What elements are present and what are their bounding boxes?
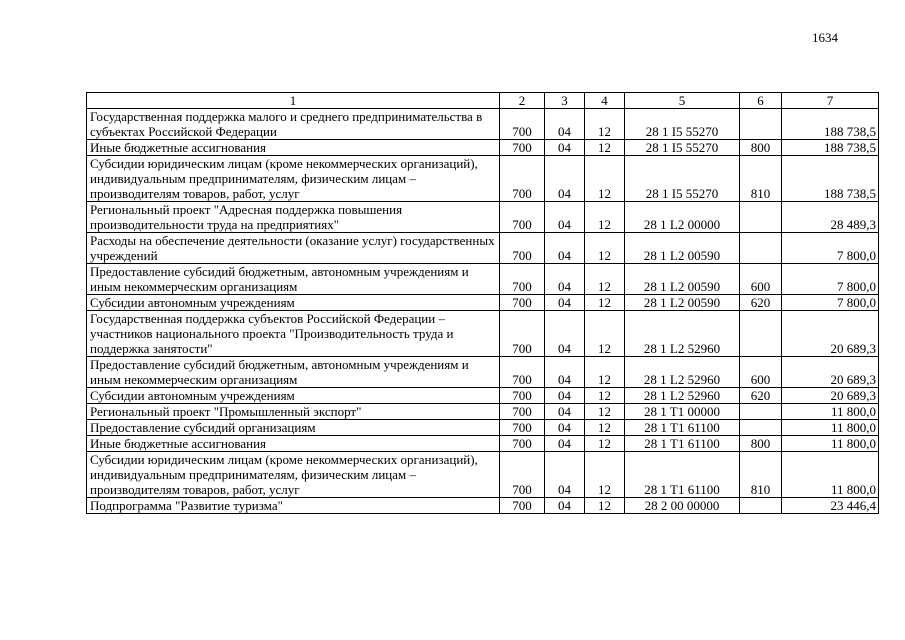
- amount-cell: 20 689,3: [782, 311, 879, 357]
- section-code-cell: 04: [545, 357, 585, 388]
- table-row: [87, 420, 879, 436]
- subsection-code-cell: 12: [585, 264, 625, 295]
- table-header-row: [87, 93, 879, 109]
- expense-type-cell: [740, 420, 782, 436]
- expense-type-cell: [740, 202, 782, 233]
- ministry-code-cell: 700: [500, 498, 545, 514]
- section-code-cell: 04: [545, 156, 585, 202]
- column-header: 3: [545, 93, 585, 109]
- section-code-cell: 04: [545, 420, 585, 436]
- expense-name-cell: Региональный проект "Адресная поддержка повышения производительности труда на предприятиях": [87, 202, 500, 233]
- section-code-cell: 04: [545, 311, 585, 357]
- section-code-cell: 04: [545, 498, 585, 514]
- expense-type-cell: 800: [740, 140, 782, 156]
- amount-cell: 11 800,0: [782, 420, 879, 436]
- amount-cell: 11 800,0: [782, 404, 879, 420]
- section-code-cell: 04: [545, 264, 585, 295]
- column-header: 1: [87, 93, 500, 109]
- subsection-code-cell: 12: [585, 311, 625, 357]
- table-row: [87, 357, 879, 388]
- subsection-code-cell: 12: [585, 498, 625, 514]
- amount-cell: 20 689,3: [782, 357, 879, 388]
- target-article-cell: 28 1 L2 00000: [625, 202, 740, 233]
- table-row: [87, 233, 879, 264]
- ministry-code-cell: 700: [500, 109, 545, 140]
- target-article-cell: 28 1 L2 00590: [625, 233, 740, 264]
- section-code-cell: 04: [545, 109, 585, 140]
- target-article-cell: 28 1 L2 00590: [625, 295, 740, 311]
- subsection-code-cell: 12: [585, 404, 625, 420]
- subsection-code-cell: 12: [585, 436, 625, 452]
- target-article-cell: 28 1 I5 55270: [625, 156, 740, 202]
- subsection-code-cell: 12: [585, 156, 625, 202]
- ministry-code-cell: 700: [500, 156, 545, 202]
- amount-cell: 11 800,0: [782, 436, 879, 452]
- target-article-cell: 28 1 T1 61100: [625, 436, 740, 452]
- subsection-code-cell: 12: [585, 140, 625, 156]
- ministry-code-cell: 700: [500, 420, 545, 436]
- section-code-cell: 04: [545, 436, 585, 452]
- ministry-code-cell: 700: [500, 233, 545, 264]
- expense-name-cell: Предоставление субсидий организациям: [87, 420, 500, 436]
- column-header: 6: [740, 93, 782, 109]
- ministry-code-cell: 700: [500, 436, 545, 452]
- amount-cell: 23 446,4: [782, 498, 879, 514]
- target-article-cell: 28 1 L2 52960: [625, 311, 740, 357]
- section-code-cell: 04: [545, 404, 585, 420]
- target-article-cell: 28 1 L2 52960: [625, 388, 740, 404]
- section-code-cell: 04: [545, 140, 585, 156]
- expense-name-cell: Субсидии юридическим лицам (кроме некоммерческих организаций), индивидуальным предпринимателям, физическим лицам – производителям товаров, работ, услуг: [87, 452, 500, 498]
- section-code-cell: 04: [545, 295, 585, 311]
- subsection-code-cell: 12: [585, 420, 625, 436]
- expense-name-cell: Предоставление субсидий бюджетным, автономным учреждениям и иным некоммерческим организациям: [87, 357, 500, 388]
- expense-type-cell: [740, 233, 782, 264]
- section-code-cell: 04: [545, 388, 585, 404]
- amount-cell: 7 800,0: [782, 264, 879, 295]
- table-row: [87, 498, 879, 514]
- column-header: 4: [585, 93, 625, 109]
- expense-type-cell: 600: [740, 357, 782, 388]
- subsection-code-cell: 12: [585, 452, 625, 498]
- expense-name-cell: Субсидии юридическим лицам (кроме некоммерческих организаций), индивидуальным предпринимателям, физическим лицам – производителям товаров, работ, услуг: [87, 156, 500, 202]
- table-row: [87, 311, 879, 357]
- column-header: 5: [625, 93, 740, 109]
- expense-type-cell: 810: [740, 452, 782, 498]
- table-row: [87, 202, 879, 233]
- amount-cell: 188 738,5: [782, 109, 879, 140]
- ministry-code-cell: 700: [500, 452, 545, 498]
- expense-name-cell: Государственная поддержка малого и среднего предпринимательства в субъектах Российской Федерации: [87, 109, 500, 140]
- table-row: [87, 140, 879, 156]
- expense-name-cell: Иные бюджетные ассигнования: [87, 140, 500, 156]
- expense-name-cell: Расходы на обеспечение деятельности (оказание услуг) государственных учреждений: [87, 233, 500, 264]
- section-code-cell: 04: [545, 452, 585, 498]
- ministry-code-cell: 700: [500, 311, 545, 357]
- target-article-cell: 28 2 00 00000: [625, 498, 740, 514]
- expense-name-cell: Подпрограмма "Развитие туризма": [87, 498, 500, 514]
- ministry-code-cell: 700: [500, 357, 545, 388]
- expense-name-cell: Иные бюджетные ассигнования: [87, 436, 500, 452]
- subsection-code-cell: 12: [585, 202, 625, 233]
- column-header: 2: [500, 93, 545, 109]
- expense-type-cell: 600: [740, 264, 782, 295]
- ministry-code-cell: 700: [500, 404, 545, 420]
- expense-type-cell: [740, 404, 782, 420]
- target-article-cell: 28 1 T1 61100: [625, 420, 740, 436]
- expense-type-cell: 800: [740, 436, 782, 452]
- expense-name-cell: Государственная поддержка субъектов Российской Федерации – участников национального проекта "Производительность труда и поддержка занятости": [87, 311, 500, 357]
- subsection-code-cell: 12: [585, 233, 625, 264]
- expense-type-cell: 620: [740, 388, 782, 404]
- table-row: [87, 156, 879, 202]
- target-article-cell: 28 1 T1 00000: [625, 404, 740, 420]
- ministry-code-cell: 700: [500, 295, 545, 311]
- expense-name-cell: Предоставление субсидий бюджетным, автономным учреждениям и иным некоммерческим организациям: [87, 264, 500, 295]
- amount-cell: 7 800,0: [782, 295, 879, 311]
- table-row: [87, 388, 879, 404]
- expense-type-cell: [740, 109, 782, 140]
- subsection-code-cell: 12: [585, 388, 625, 404]
- expense-type-cell: 620: [740, 295, 782, 311]
- budget-table: [86, 92, 879, 514]
- table-row: [87, 295, 879, 311]
- target-article-cell: 28 1 T1 61100: [625, 452, 740, 498]
- amount-cell: 7 800,0: [782, 233, 879, 264]
- ministry-code-cell: 700: [500, 388, 545, 404]
- expense-name-cell: Региональный проект "Промышленный экспорт": [87, 404, 500, 420]
- expense-type-cell: 810: [740, 156, 782, 202]
- expense-type-cell: [740, 498, 782, 514]
- amount-cell: 188 738,5: [782, 156, 879, 202]
- section-code-cell: 04: [545, 233, 585, 264]
- page-number: 1634: [812, 30, 838, 45]
- ministry-code-cell: 700: [500, 202, 545, 233]
- table-row: [87, 436, 879, 452]
- target-article-cell: 28 1 L2 52960: [625, 357, 740, 388]
- target-article-cell: 28 1 L2 00590: [625, 264, 740, 295]
- expense-type-cell: [740, 311, 782, 357]
- table-row: [87, 404, 879, 420]
- column-header: 7: [782, 93, 879, 109]
- target-article-cell: 28 1 I5 55270: [625, 140, 740, 156]
- amount-cell: 28 489,3: [782, 202, 879, 233]
- expense-name-cell: Субсидии автономным учреждениям: [87, 388, 500, 404]
- ministry-code-cell: 700: [500, 264, 545, 295]
- section-code-cell: 04: [545, 202, 585, 233]
- subsection-code-cell: 12: [585, 357, 625, 388]
- ministry-code-cell: 700: [500, 140, 545, 156]
- table-row: [87, 264, 879, 295]
- table-row: [87, 109, 879, 140]
- amount-cell: 11 800,0: [782, 452, 879, 498]
- table-row: [87, 452, 879, 498]
- subsection-code-cell: 12: [585, 109, 625, 140]
- amount-cell: 20 689,3: [782, 388, 879, 404]
- amount-cell: 188 738,5: [782, 140, 879, 156]
- target-article-cell: 28 1 I5 55270: [625, 109, 740, 140]
- expense-name-cell: Субсидии автономным учреждениям: [87, 295, 500, 311]
- subsection-code-cell: 12: [585, 295, 625, 311]
